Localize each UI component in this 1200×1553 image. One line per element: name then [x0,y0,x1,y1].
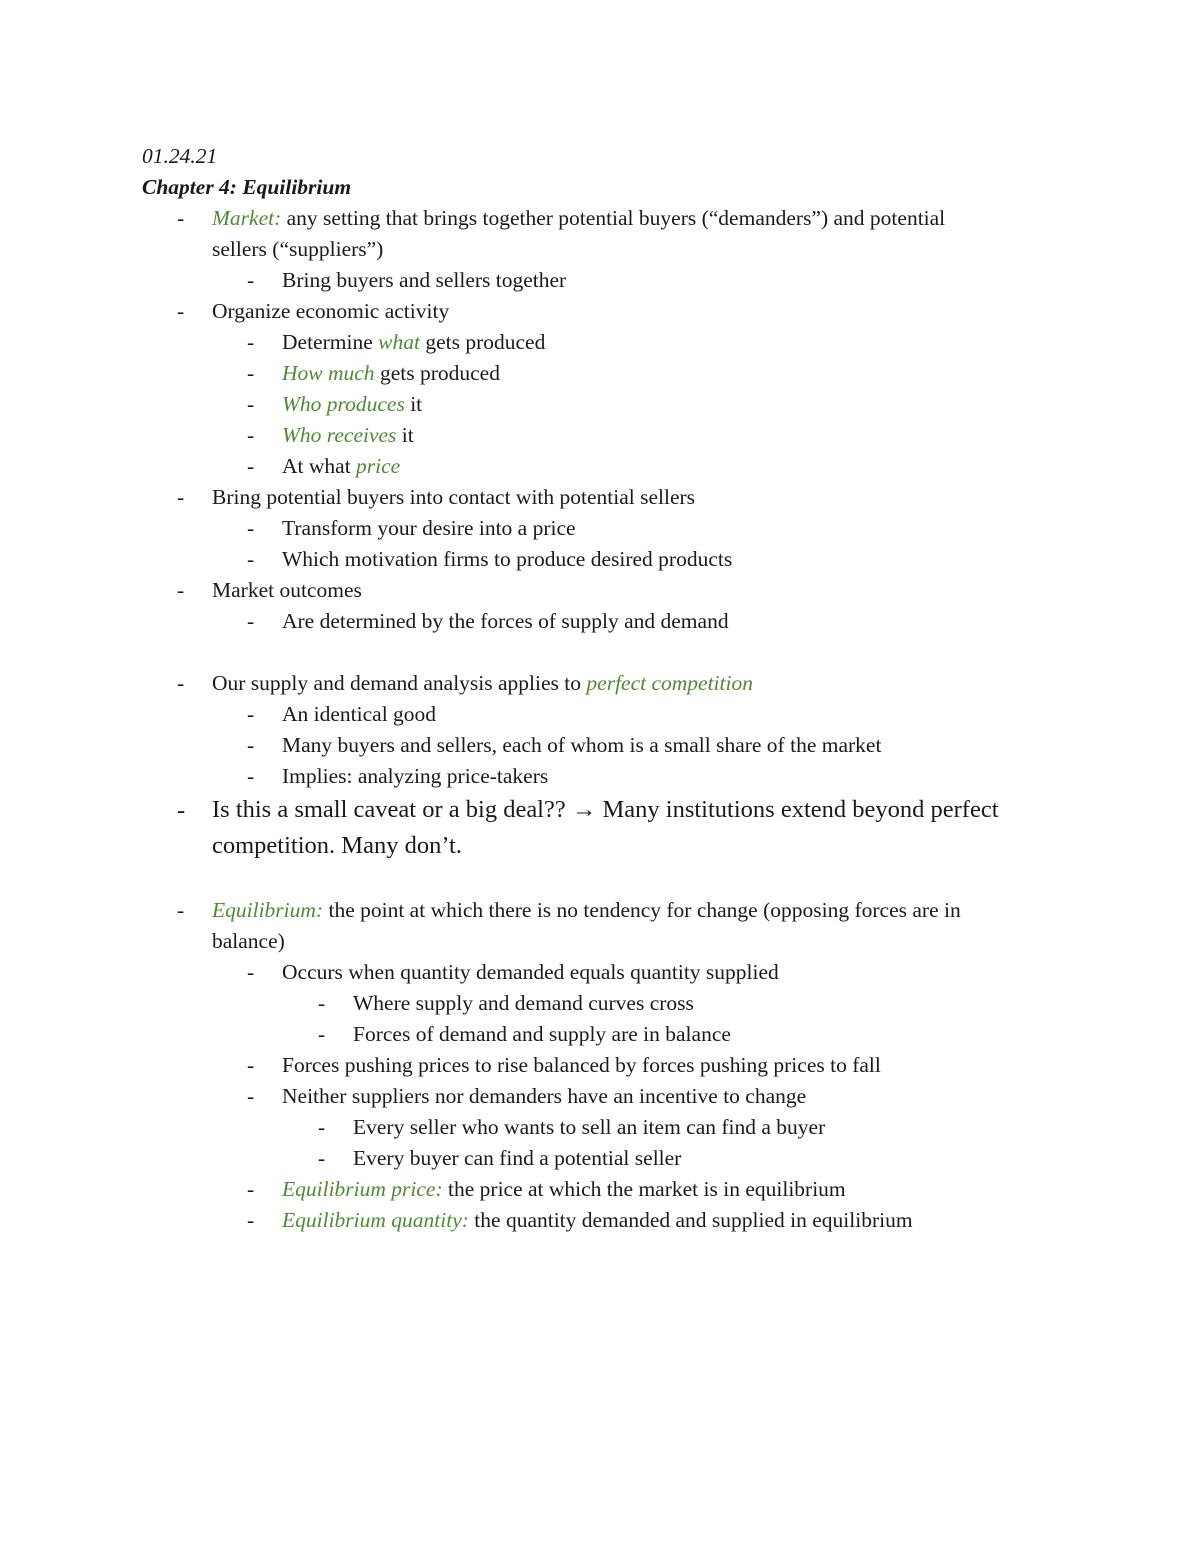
item-text: At what [282,454,357,478]
item-text: Are determined by the forces of supply and demand [282,609,729,633]
bullet-dash: - [177,299,185,323]
list-item [142,1205,1062,1236]
item-text: the point at which there is no tendency for change (opposing forces are in [323,898,961,922]
term-who-receives: Who receives [282,423,397,447]
list-item [142,606,1062,637]
list-item [142,1174,1062,1205]
item-text: Occurs when quantity demanded equals quantity supplied [282,960,779,984]
list-item [142,730,1062,761]
list-item [142,1019,1062,1050]
list-item [142,957,1062,988]
list-item [142,761,1062,792]
list-item [142,544,1062,575]
bullet-dash: - [318,1146,326,1170]
list-item [142,482,1062,513]
list-item [142,1112,1062,1143]
item-text: Which motivation firms to produce desired products [282,547,733,571]
item-text: Market outcomes [212,578,362,602]
bullet-dash: - [247,330,255,354]
note-date: 01.24.21 [142,144,218,168]
item-text: Bring buyers and sellers together [282,268,567,292]
term-equilibrium-price: Equilibrium price: [282,1177,443,1201]
term-how-much: How much [282,361,375,385]
item-text: Every seller who wants to sell an item can find a buyer [353,1115,826,1139]
item-text: any setting that brings together potential buyers (“demanders”) and potential [281,206,946,230]
list-item [142,668,1062,699]
list-item [142,327,1062,358]
item-text-continued: balance) [212,929,285,953]
bullet-dash: - [247,423,255,447]
list-item [142,420,1062,451]
item-text: Implies: analyzing price-takers [282,764,549,788]
bullet-dash: - [177,898,185,922]
bullet-dash: - [247,361,255,385]
item-text: Forces of demand and supply are in balance [353,1022,731,1046]
item-text: the price at which the market is in equilibrium [442,1177,846,1201]
list-item [142,265,1062,296]
item-text: Many buyers and sellers, each of whom is a small share of the market [282,733,882,757]
bullet-dash: - [247,1208,255,1232]
list-item [142,575,1062,606]
list-item [142,895,1062,926]
blank-line [142,637,1062,668]
item-text: gets produced [419,330,546,354]
bullet-dash: - [177,485,185,509]
term-price: price [356,454,401,478]
list-item [142,513,1062,544]
term-equilibrium: Equilibrium: [212,898,324,922]
notes-body [142,141,1062,1236]
list-item [142,1081,1062,1112]
list-item [142,203,1062,234]
item-text: it [396,423,414,447]
item-text: Where supply and demand curves cross [353,991,694,1015]
list-item [142,358,1062,389]
term-what: what [378,330,420,354]
item-text: Is this a small caveat or a big deal?? [212,796,572,823]
bullet-dash: - [318,991,326,1015]
list-item [142,451,1062,482]
item-text: Forces pushing prices to rise balanced by forces pushing prices to fall [282,1053,881,1077]
bullet-dash: - [177,206,185,230]
bullet-dash: - [247,733,255,757]
bullet-dash: - [177,578,185,602]
bullet-dash: - [247,1084,255,1108]
blank-line [142,864,1062,895]
term-who-produces: Who produces [282,392,405,416]
item-text: Neither suppliers nor demanders have an incentive to change [282,1084,807,1108]
list-item [142,389,1062,420]
item-text-continued: competition. Many don’t. [212,832,462,859]
item-text: Transform your desire into a price [282,516,576,540]
item-text: it [404,392,423,416]
list-item [142,1050,1062,1081]
bullet-dash: - [247,609,255,633]
bullet-dash: - [247,547,255,571]
item-text: An identical good [282,702,437,726]
chapter-title: Chapter 4: Equilibrium [142,175,352,199]
bullet-dash: - [247,764,255,788]
item-text: Organize economic activity [212,299,450,323]
list-item [142,1143,1062,1174]
bullet-dash: - [247,960,255,984]
item-text: Many institutions extend beyond perfect [596,796,999,823]
bullet-dash: - [247,268,255,292]
list-item-caveat [142,792,1062,828]
bullet-dash: - [247,1053,255,1077]
bullet-dash: - [247,392,255,416]
item-text: the quantity demanded and supplied in equilibrium [468,1208,913,1232]
list-item [142,296,1062,327]
term-equilibrium-quantity: Equilibrium quantity: [282,1208,469,1232]
list-item [142,699,1062,730]
bullet-dash: - [247,702,255,726]
bullet-dash: - [247,1177,255,1201]
item-text: Determine [282,330,379,354]
item-text: gets produced [374,361,500,385]
bullet-dash: - [247,516,255,540]
item-text: Every buyer can find a potential seller [353,1146,682,1170]
item-text-continued: sellers (“suppliers”) [212,237,384,261]
item-text: Our supply and demand analysis applies to [212,671,587,695]
term-perfect-competition: perfect competition [586,671,753,695]
bullet-dash: - [247,454,255,478]
item-text: Bring potential buyers into contact with potential sellers [212,485,696,509]
term-market: Market: [212,206,282,230]
arrow-icon: → [571,796,597,823]
bullet-dash: - [318,1115,326,1139]
list-item [142,988,1062,1019]
bullet-dash: - [318,1022,326,1046]
bullet-dash: - [177,797,186,824]
bullet-dash: - [177,671,185,695]
